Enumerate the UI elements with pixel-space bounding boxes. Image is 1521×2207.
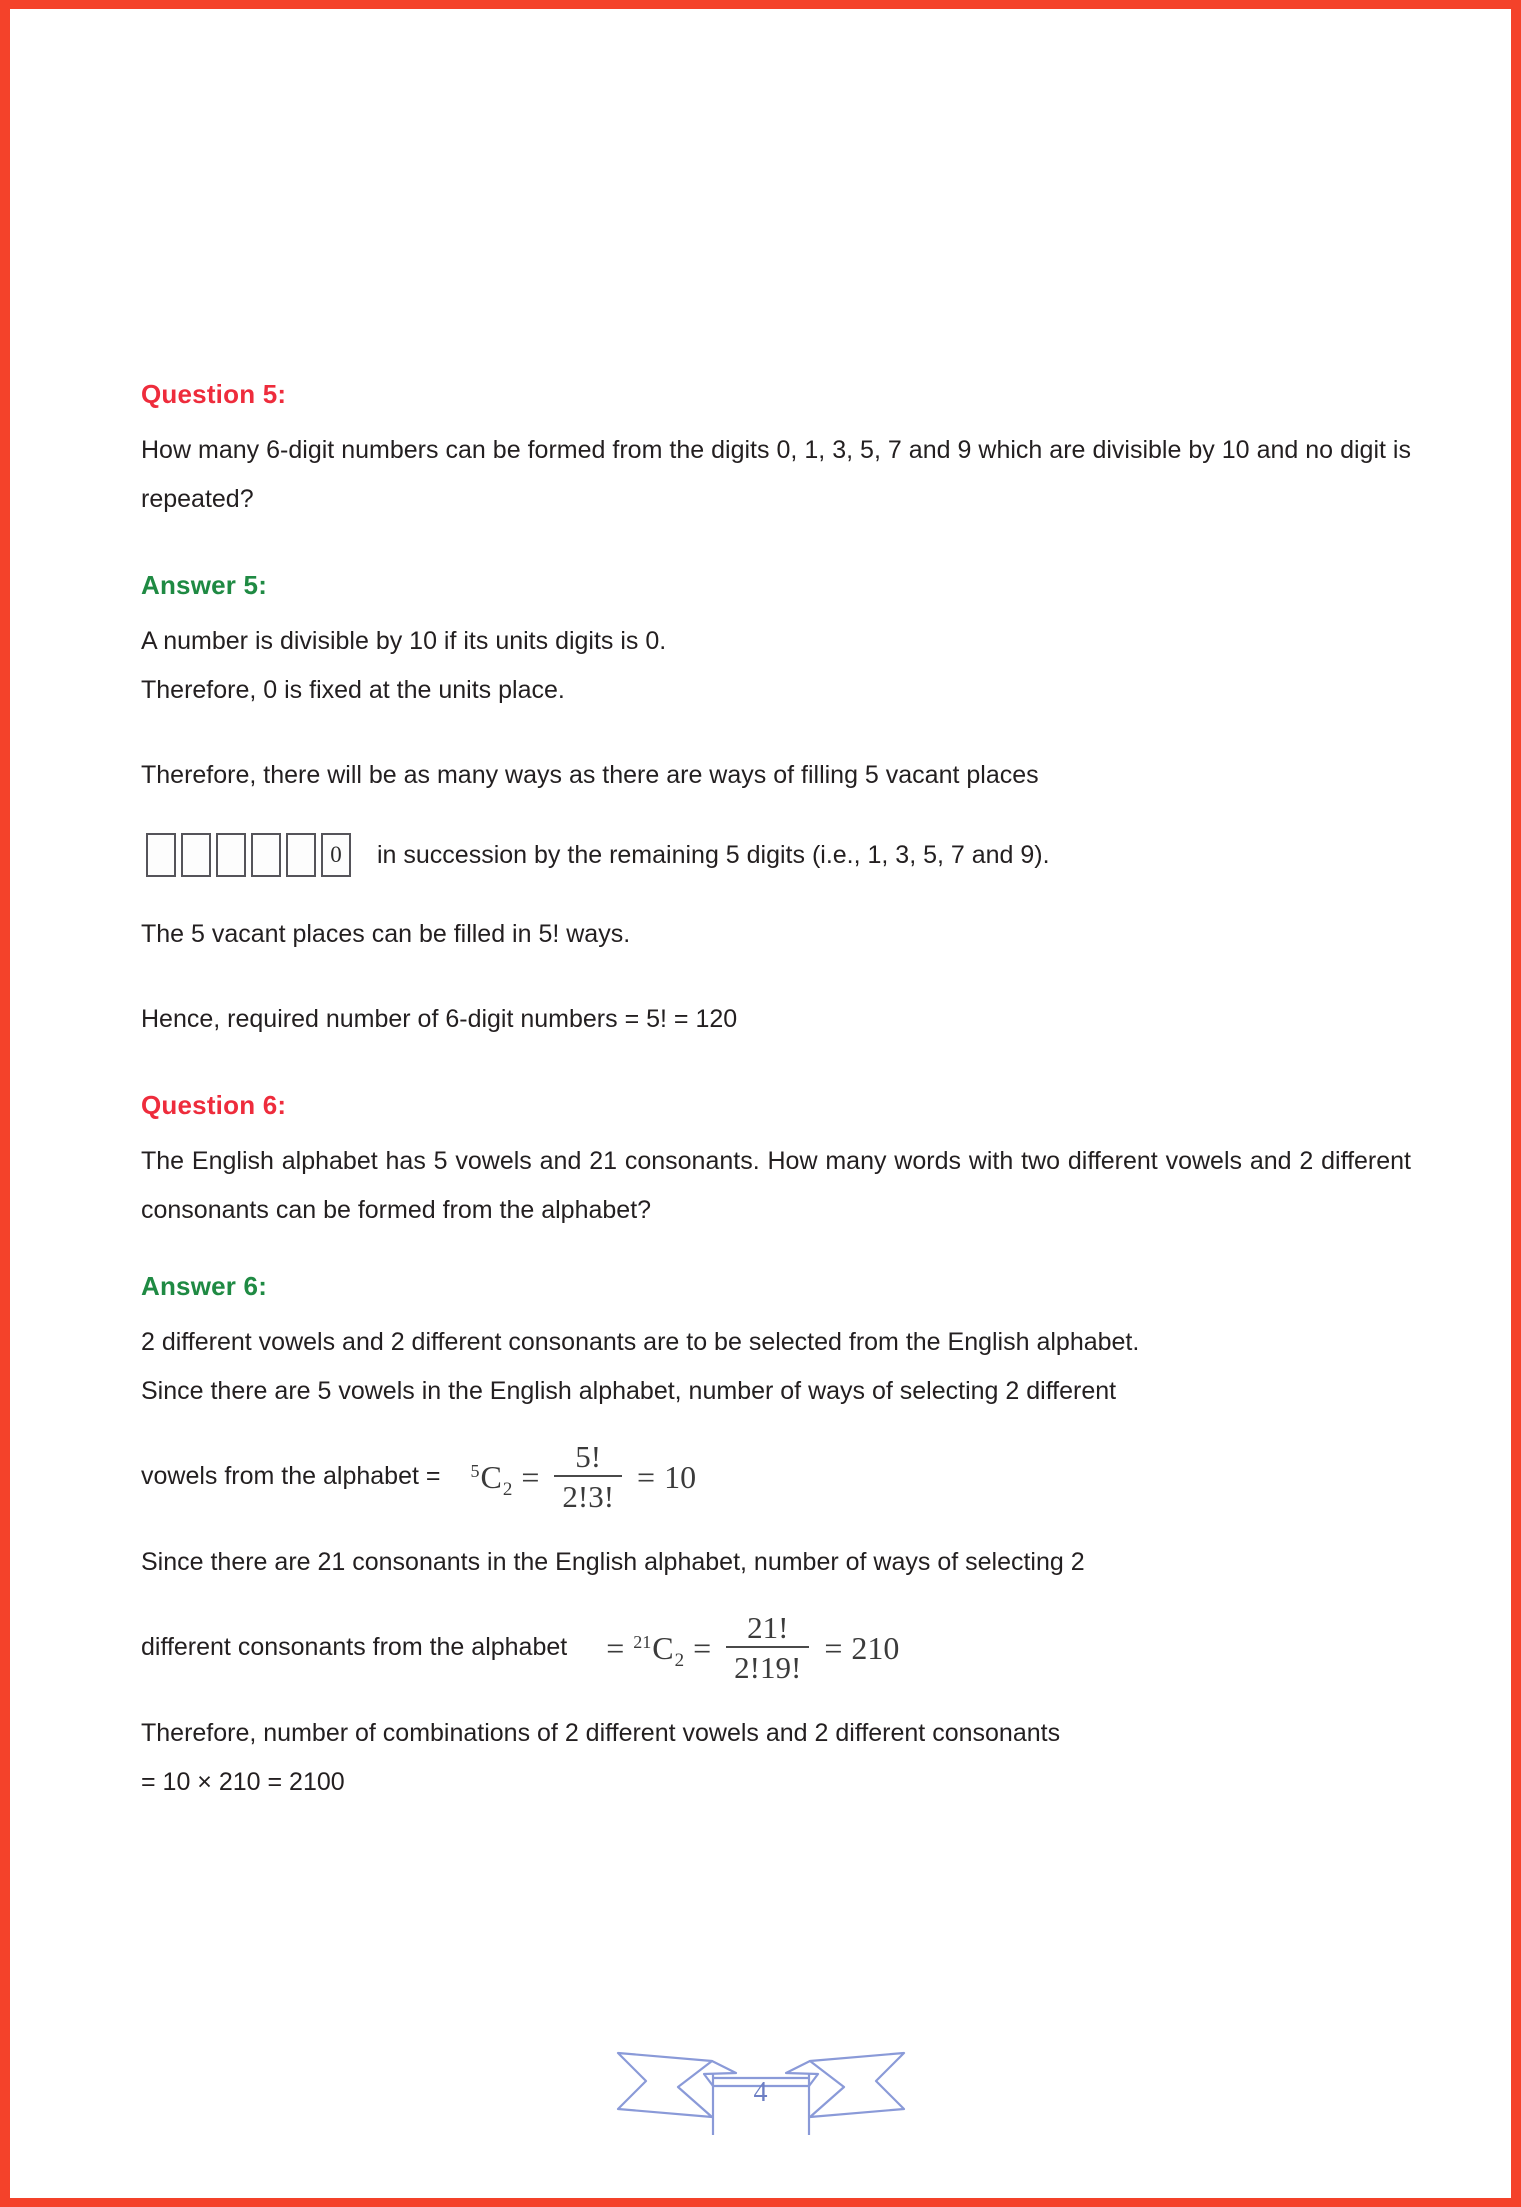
- formula-vowels: [470, 1440, 696, 1514]
- equals-sign: =: [521, 1458, 540, 1495]
- answer-5-line-2: Therefore, 0 is fixed at the units place.: [141, 676, 565, 704]
- fraction-5-over-2fact3fact: [554, 1440, 622, 1514]
- fraction-numerator: 21!: [747, 1609, 789, 1645]
- page-sheet: [10, 9, 1511, 2198]
- question-5-heading: Question 5:: [141, 379, 287, 409]
- digit-box-group: [146, 833, 351, 877]
- equals-sign: =: [637, 1458, 656, 1495]
- vacant-places-caption: in succession by the remaining 5 digits (i.e., 1, 3, 5, 7 and 9).: [377, 840, 1050, 869]
- spacer: [141, 1044, 1411, 1090]
- equals-sign: =: [693, 1629, 712, 1666]
- spacer: [141, 886, 1411, 910]
- formula-row-vowels: [141, 1440, 1411, 1514]
- question-5-text: How many 6-digit numbers can be formed from the digits 0, 1, 3, 5, 7 and 9 which are divisible by 10 and no digit is repeated?: [141, 436, 1411, 513]
- vacant-places-diagram: [141, 824, 1411, 886]
- combination-21-choose-2: [633, 1629, 685, 1671]
- answer-6-line-6: Therefore, number of combinations of 2 different vowels and 2 different consonants: [141, 1718, 1061, 1747]
- question-6-heading: Question 6:: [141, 1090, 287, 1120]
- spacer: [141, 715, 1411, 751]
- formula-result: 10: [664, 1458, 697, 1495]
- spacer: [141, 800, 1411, 824]
- formula-vowels-lead: vowels from the alphabet =: [141, 1462, 441, 1491]
- spacer: [141, 959, 1411, 995]
- spacer: [141, 1416, 1411, 1440]
- spacer: [141, 1685, 1411, 1709]
- fraction-numerator: 5!: [575, 1439, 602, 1474]
- digit-box-units-zero: 0: [321, 833, 351, 877]
- digit-box: [146, 833, 176, 877]
- fraction-denominator: 2!3!: [554, 1475, 622, 1513]
- answer-6-line-2: Since there are 5 vowels in the English alphabet, number of ways of selecting 2 different: [141, 1377, 1117, 1405]
- answer-5-line-4: The 5 vacant places can be filled in 5! ways.: [141, 920, 631, 948]
- combination-subscript: 2: [502, 1478, 513, 1500]
- digit-box: [251, 833, 281, 877]
- digit-box: [286, 833, 316, 877]
- fraction-denominator: 2!19!: [726, 1646, 809, 1684]
- page-number: 4: [753, 2077, 768, 2108]
- answer-5-line-1: A number is divisible by 10 if its units digits is 0.: [141, 627, 667, 655]
- leading-equals-sign: =: [606, 1629, 625, 1666]
- answer-5-heading: Answer 5:: [141, 570, 268, 600]
- combination-superscript: 21: [633, 1631, 652, 1652]
- formula-consonants-lead: different consonants from the alphabet: [141, 1633, 568, 1662]
- combination-superscript: 5: [470, 1460, 480, 1481]
- combination-5-choose-2: [470, 1458, 513, 1500]
- formula-result: 210: [851, 1629, 900, 1666]
- equals-sign: =: [824, 1629, 843, 1666]
- answer-6-heading: Answer 6:: [141, 1271, 268, 1301]
- combination-symbol: C: [480, 1458, 502, 1495]
- fraction-21-over-2fact19fact: [726, 1611, 809, 1685]
- formula-consonants: [597, 1611, 899, 1685]
- answer-6-line-7: = 10 × 210 = 2100: [141, 1767, 345, 1796]
- spacer: [141, 1514, 1411, 1538]
- answer-6-line-1: 2 different vowels and 2 different consonants are to be selected from the English alphabet.: [141, 1328, 1140, 1356]
- answer-5-line-5: Hence, required number of 6-digit numbers = 5! = 120: [141, 1005, 738, 1033]
- combination-symbol: C: [652, 1629, 674, 1666]
- spacer: [141, 1235, 1411, 1271]
- spacer: [141, 1587, 1411, 1611]
- question-6-text: The English alphabet has 5 vowels and 21 consonants. How many words with two different vowels and 2 different consonants can be formed from the alphabet?: [141, 1147, 1411, 1224]
- combination-subscript: 2: [674, 1649, 685, 1671]
- answer-6-line-4: Since there are 21 consonants in the English alphabet, number of ways of selecting 2: [141, 1547, 1085, 1576]
- formula-row-consonants: [141, 1611, 1411, 1685]
- digit-box: [181, 833, 211, 877]
- document-content: [141, 379, 1411, 1807]
- spacer: [141, 524, 1411, 570]
- answer-5-line-3: Therefore, there will be as many ways as there are ways of filling 5 vacant places: [141, 761, 1039, 789]
- digit-box: [216, 833, 246, 877]
